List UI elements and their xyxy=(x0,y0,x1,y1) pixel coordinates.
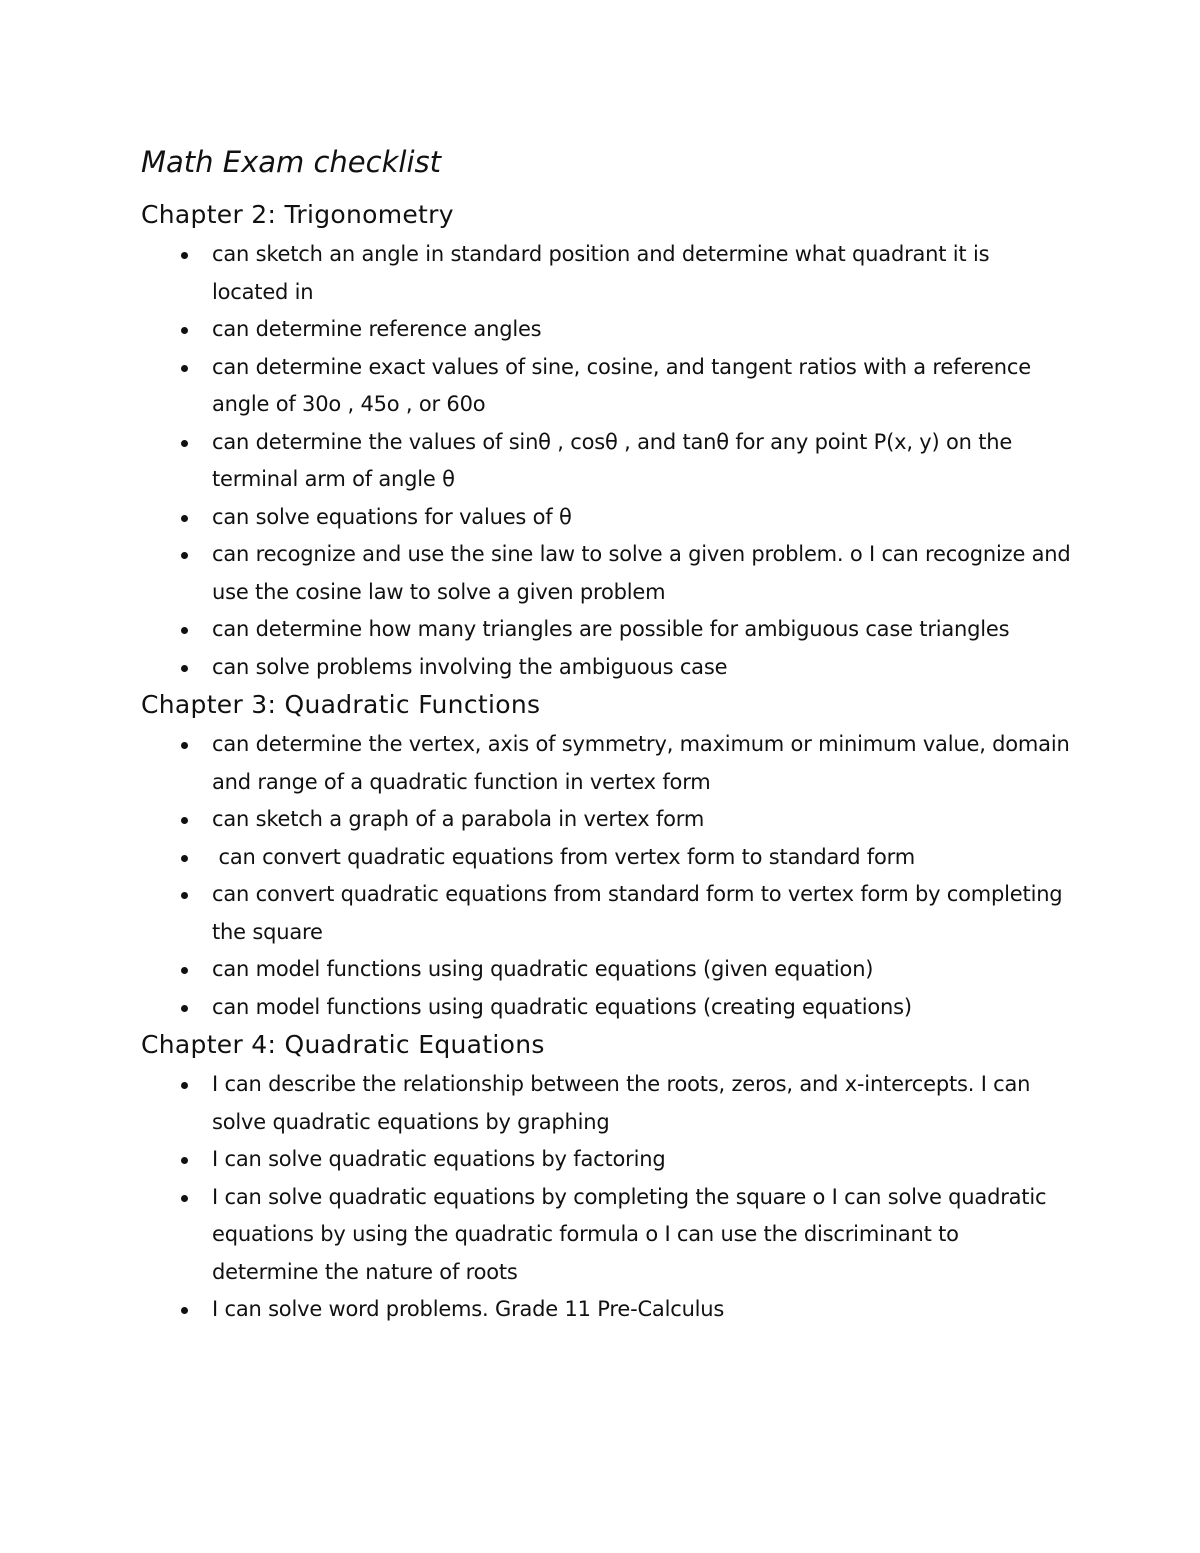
list-item-text: I can describe the relationship between the roots, zeros, and x-intercepts. I can solve quadratic equations by graphing xyxy=(212,1072,1031,1134)
list-item-text: can sketch a graph of a parabola in vertex form xyxy=(212,807,705,831)
list-item xyxy=(141,649,1071,687)
list-item-text: can determine reference angles xyxy=(212,317,542,341)
bullet-icon xyxy=(181,1195,188,1202)
list-item-text: can determine the values of sinθ , cosθ , and tanθ for any point P(x, y) on the terminal arm of angle θ xyxy=(212,429,1013,491)
list-item xyxy=(141,536,1071,611)
chapter-heading: Chapter 2: Trigonometry xyxy=(141,200,454,229)
list-item xyxy=(141,611,1071,649)
list-item-text: can model functions using quadratic equations (given equation) xyxy=(212,957,874,981)
checklist xyxy=(141,726,1071,1026)
list-item xyxy=(141,726,1071,801)
list-item-text: I can solve quadratic equations by factoring xyxy=(212,1147,666,1171)
bullet-icon xyxy=(181,742,188,749)
bullet-icon xyxy=(181,1307,188,1314)
list-item xyxy=(141,236,1071,311)
list-item xyxy=(141,839,1071,877)
bullet-icon xyxy=(181,327,188,334)
bullet-icon xyxy=(181,515,188,522)
bullet-icon xyxy=(181,1157,188,1164)
bullet-icon xyxy=(181,892,188,899)
chapter-heading: Chapter 3: Quadratic Functions xyxy=(141,690,541,719)
list-item-text: can convert quadratic equations from standard form to vertex form by completing the square xyxy=(212,882,1063,944)
document-title: Math Exam checklist xyxy=(141,145,441,179)
document-page xyxy=(141,140,1071,1331)
bullet-icon xyxy=(181,1005,188,1012)
list-item xyxy=(141,1291,1071,1329)
list-item-text: can model functions using quadratic equations (creating equations) xyxy=(212,994,912,1019)
chapter-4-section xyxy=(141,1028,1071,1329)
bullet-icon xyxy=(181,627,188,634)
list-item-text: can determine exact values of sine, cosine, and tangent ratios with a reference angle of 30o , 45o , or 60o xyxy=(212,354,1031,416)
list-item xyxy=(141,499,1071,537)
list-item xyxy=(141,311,1071,349)
bullet-icon xyxy=(181,552,188,559)
chapter-3-section xyxy=(141,688,1071,1026)
list-item-text: can determine the vertex, axis of symmetry, maximum or minimum value, domain and range of a quadratic function in vertex form xyxy=(212,732,1070,794)
chapter-heading: Chapter 4: Quadratic Equations xyxy=(141,1030,545,1059)
list-item-text: can convert quadratic equations from vertex form to standard form xyxy=(212,844,915,869)
list-item-text: can solve problems involving the ambiguous case xyxy=(212,654,728,679)
list-item xyxy=(141,989,1071,1027)
bullet-icon xyxy=(181,665,188,672)
bullet-icon xyxy=(181,365,188,372)
list-item xyxy=(141,424,1071,499)
list-item xyxy=(141,1141,1071,1179)
checklist xyxy=(141,1066,1071,1329)
list-item-text: can solve equations for values of θ xyxy=(212,504,572,529)
list-item-text: can sketch an angle in standard position and determine what quadrant it is located in xyxy=(212,242,990,304)
list-item-text: can recognize and use the sine law to solve a given problem. o I can recognize and use the cosine law to solve a given problem xyxy=(212,542,1071,604)
list-item xyxy=(141,1179,1071,1292)
checklist xyxy=(141,236,1071,686)
bullet-icon xyxy=(181,252,188,259)
bullet-icon xyxy=(181,967,188,974)
list-item xyxy=(141,349,1071,424)
bullet-icon xyxy=(181,855,188,862)
bullet-icon xyxy=(181,440,188,447)
list-item-text: can determine how many triangles are possible for ambiguous case triangles xyxy=(212,617,1010,641)
chapter-2-section xyxy=(141,198,1071,686)
list-item xyxy=(141,876,1071,951)
bullet-icon xyxy=(181,1082,188,1089)
list-item xyxy=(141,1066,1071,1141)
list-item xyxy=(141,801,1071,839)
list-item-text: I can solve word problems. Grade 11 Pre-Calculus xyxy=(212,1297,725,1321)
bullet-icon xyxy=(181,817,188,824)
list-item-text: I can solve quadratic equations by completing the square o I can solve quadratic equations by using the quadratic formula o I can use the discriminant to determine the nature of roots xyxy=(212,1184,1047,1284)
list-item xyxy=(141,951,1071,989)
